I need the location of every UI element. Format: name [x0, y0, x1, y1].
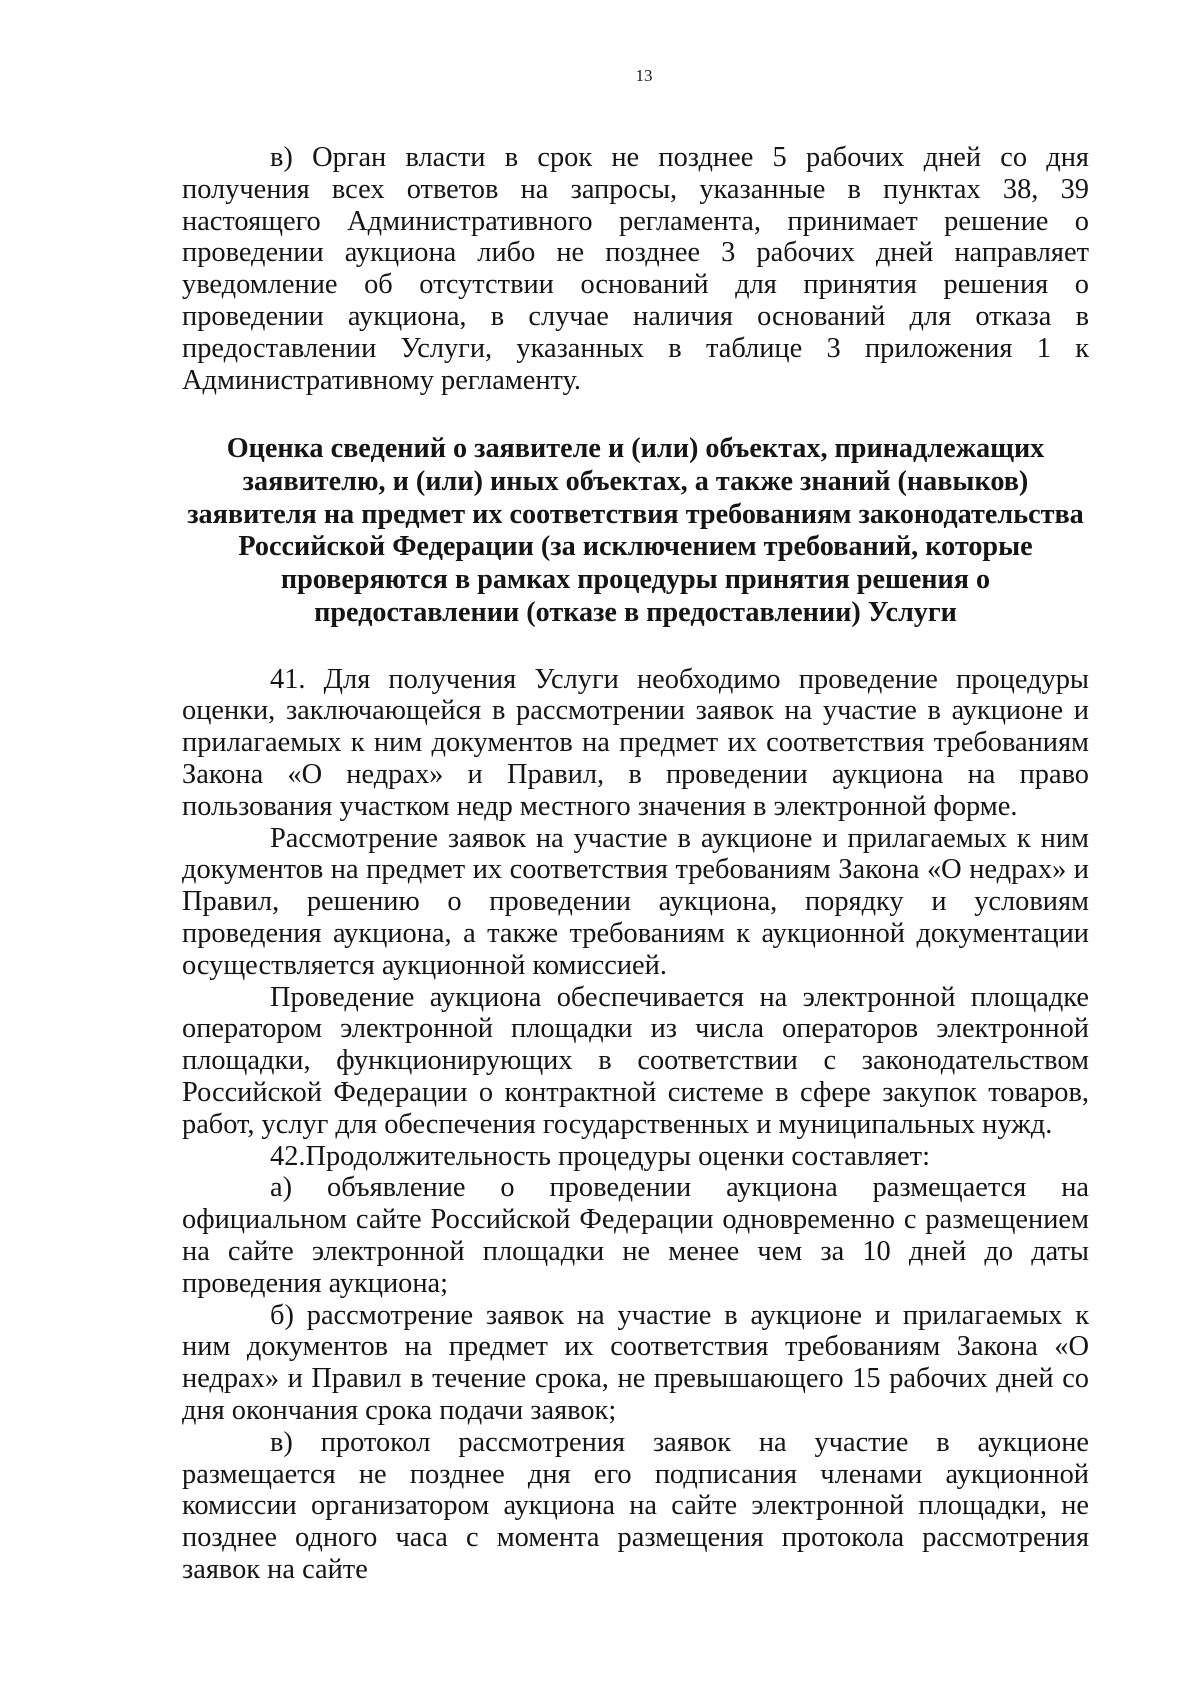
paragraph-42-a: а) объявление о проведении аукциона размещается на официальном сайте Российской Федерации одновременно с размещением на сайте электронной площадки не менее чем за 10 дней до даты проведения аукциона; [182, 1172, 1089, 1299]
heading-line-5: проверяются в рамках процедуры принятия решения о [280, 564, 991, 596]
heading-line-6: предоставлении (отказе в предоставлении) Услуги [314, 596, 957, 628]
heading-line-2: заявителю, и (или) иных объектах, а также знаний (навыков) [242, 466, 1029, 498]
paragraph-v-organ-vlasti: в) Орган власти в срок не позднее 5 рабочих дней со дня получения всех ответов на запросы, указанные в пунктах 38, 39 настоящего Административного регламента, принимает решение о проведении аукциона либо не позднее 3 рабочих дней направляет уведомление об отсутствии оснований для принятия решения о проведении аукциона, в случае наличия оснований для отказа в предоставлении Услуги, указанных в таблице 3 приложения 1 к Административному регламенту. [182, 142, 1089, 396]
paragraph-42-b: б) рассмотрение заявок на участие в аукционе и прилагаемых к ним документов на предмет их соответствия требованиям Закона «О недрах» и Правил в течение срока, не превышающего 15 рабочих дней со дня окончания срока подачи заявок; [182, 1299, 1089, 1426]
paragraph-41: 41. Для получения Услуги необходимо проведение процедуры оценки, заключающейся в рассмотрении заявок на участие в аукционе и прилагаемых к ним документов на предмет их соответствия требованиям Закона «О недрах» и Правил, в проведении аукциона на право пользования участком недр местного значения в электронной форме. [182, 663, 1089, 822]
heading-line-4: Российской Федерации (за исключением требований, которые [238, 531, 1033, 563]
heading-line-3: заявителя на предмет их соответствия требованиям законодательства [187, 498, 1084, 530]
paragraph-provedenie: Проведение аукциона обеспечивается на электронной площадке оператором электронной площадки из числа операторов электронной площадки, функционирующих в соответствии с законодательством Российской Федерации о контрактной системе в сфере закупок товаров, работ, услуг для обеспечения государственных и муниципальных нужд. [182, 981, 1089, 1140]
paragraph-42: 42.Продолжительность процедуры оценки составляет: [270, 1140, 930, 1172]
heading-line-1: Оценка сведений о заявителе и (или) объектах, принадлежащих [226, 433, 1045, 465]
paragraph-42-v: в) протокол рассмотрения заявок на участие в аукционе размещается не позднее дня его подписания членами аукционной комиссии организатором аукциона на сайте электронной площадки, не позднее одного часа с момента размещения протокола рассмотрения заявок на сайте [182, 1426, 1089, 1585]
document-body [182, 142, 1089, 1586]
paragraph-rassmotrenie: Рассмотрение заявок на участие в аукционе и прилагаемых к ним документов на предмет их соответствия требованиям Закона «О недрах» и Правил, решению о проведении аукциона, порядку и условиям проведения аукциона, а также требованиям к аукционной документации осуществляется аукционной комиссией. [182, 822, 1089, 981]
page-number: 13 [635, 66, 653, 85]
section-heading [182, 433, 1089, 629]
